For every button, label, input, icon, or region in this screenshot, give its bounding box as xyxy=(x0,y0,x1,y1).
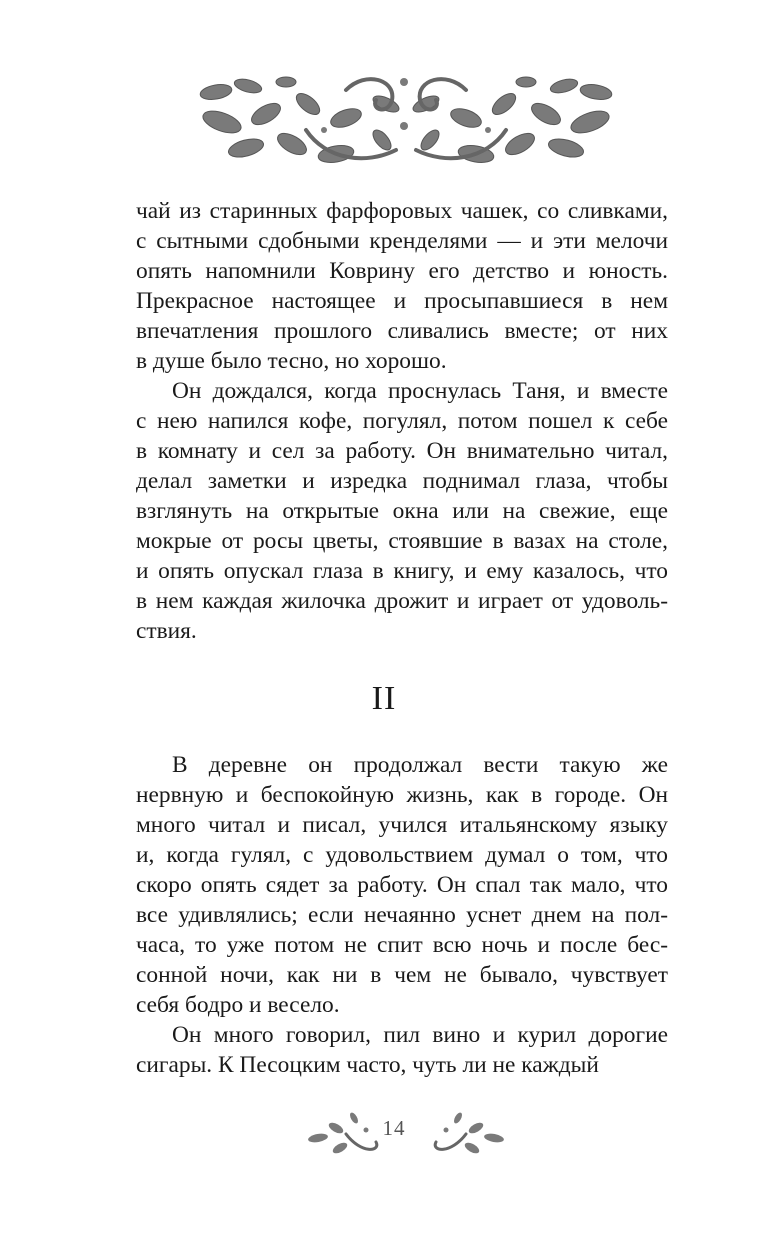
text-line: в нем каждая жилочка дрожит и играет от удоволь- xyxy=(136,588,668,614)
text-line: в комнату и сел за работу. Он внимательно читал, xyxy=(136,438,668,464)
text-line: мокрые от росы цветы, стоявшие в вазах на столе, xyxy=(136,528,668,554)
text-line: сонной ночи, как ни в чем не бывало, чувствует xyxy=(136,962,668,988)
text-line: часа, то уже потом не спит всю ночь и после бес- xyxy=(136,932,668,958)
chapter-heading: II xyxy=(371,680,397,717)
text-line: с нею напился кофе, погулял, потом пошел к себе xyxy=(136,408,668,434)
text-line: Прекрасное настоящее и просыпавшиеся в нем xyxy=(136,288,668,314)
text-line: ствия. xyxy=(136,618,197,644)
text-line: чай из старинных фарфоровых чашек, со сливками, xyxy=(136,198,668,224)
text-line: нервную и беспокойную жизнь, как в городе. Он xyxy=(136,782,668,808)
text-section-2 xyxy=(136,750,668,1080)
text-line: и опять опускал глаза в книгу, и ему казалось, что xyxy=(136,558,668,584)
top-leaf-ornament-icon xyxy=(196,70,616,170)
text-line: впечатления прошлого сливались вместе; от них xyxy=(136,318,668,344)
text-line: в душе было тесно, но хорошо. xyxy=(136,348,447,374)
text-line: много читал и писал, учился итальянскому языку xyxy=(136,812,668,838)
text-line: сигары. К Песоцким часто, чуть ли не каждый xyxy=(136,1052,599,1078)
text-line: скоро опять сядет за работу. Он спал так мало, что xyxy=(136,872,668,898)
text-line: В деревне он продолжал вести такую же xyxy=(172,752,668,778)
text-line: делал заметки и изредка поднимал глаза, чтобы xyxy=(136,468,668,494)
text-section-1 xyxy=(136,196,668,646)
text-line: Он много говорил, пил вино и курил дорогие xyxy=(172,1022,668,1048)
text-line: себя бодро и весело. xyxy=(136,992,340,1018)
text-line: опять напомнили Коврину его детство и юность. xyxy=(136,258,668,284)
text-line: и, когда гулял, с удовольствием думал о том, что xyxy=(136,842,668,868)
text-line: Он дождался, когда проснулась Таня, и вместе xyxy=(172,378,668,404)
text-line: взглянуть на открытые окна или на свежие, еще xyxy=(136,498,668,524)
text-line: с сытными сдобными кренделями — и эти мелочи xyxy=(136,228,668,254)
page-number: 14 xyxy=(382,1116,406,1140)
text-line: все удивлялись; если нечаянно уснет днем на пол- xyxy=(136,902,668,928)
